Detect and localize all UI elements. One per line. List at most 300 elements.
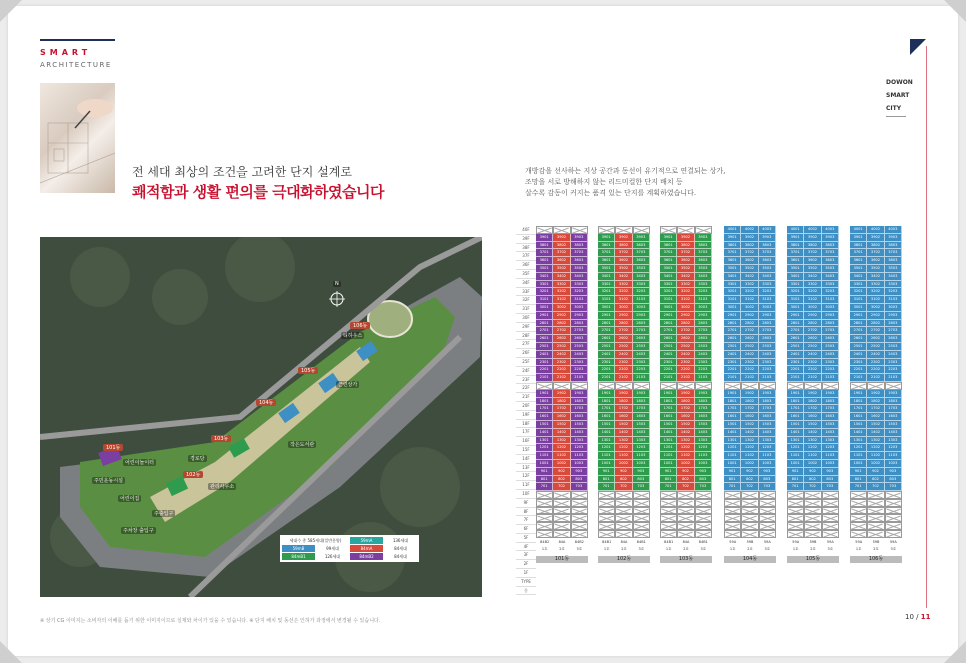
floor-row [536,491,588,499]
floor-label: 17F [516,428,536,437]
unit-cell: 2601 [850,335,867,343]
unit-cell: 3603 [695,257,712,265]
floor-row [660,460,712,468]
unit-cell: 1603 [822,413,839,421]
floor-row [598,288,650,296]
floor-row [787,257,839,265]
floor-row [598,366,650,374]
unit-cell: 3703 [822,249,839,257]
unit-cell: 3701 [724,249,741,257]
unit-cell: 3901 [536,234,553,242]
unit-cell: 4001 [724,226,741,234]
unit-cell: 1903 [633,390,650,398]
floor-row [660,304,712,312]
unit-cell: 3101 [724,296,741,304]
floor-row [787,265,839,273]
floor-row [598,405,650,413]
legend-count: 84세대 [394,546,407,551]
floor-row [598,382,650,390]
unit-cell: 1202 [553,444,570,452]
unit-cell: 1702 [867,405,884,413]
unit-cell: 1602 [804,413,821,421]
unit-type-label: 59B [872,539,880,544]
unit-cell: 1102 [615,452,632,460]
unit-cell: 2601 [598,335,615,343]
unit-cell: 4001 [850,226,867,234]
unit-cell: 3001 [536,304,553,312]
unit-type-label: 84A [682,539,690,544]
unit-cell [741,382,758,390]
building-column [850,226,902,563]
floor-row [850,351,902,359]
unit-cell: 1903 [822,390,839,398]
unit-cell: 2101 [598,374,615,382]
building-label: 104동 [724,556,776,563]
unit-cell: 3803 [633,242,650,250]
site-plan-map [40,237,482,597]
unit-line-row [724,546,776,552]
unit-cell [804,530,821,538]
unit-cell: 4001 [787,226,804,234]
unit-cell [660,514,677,522]
unit-cell: 1602 [553,413,570,421]
unit-cell: 2903 [885,312,902,320]
unit-cell: 3802 [741,242,758,250]
floor-row [787,476,839,484]
unit-cell [867,382,884,390]
unit-cell: 2903 [695,312,712,320]
unit-cell [885,522,902,530]
unit-cell [850,522,867,530]
unit-cell: 2103 [695,374,712,382]
unit-cell: 1703 [885,405,902,413]
unit-cell: 3503 [822,265,839,273]
unit-cell [695,522,712,530]
floor-row [660,429,712,437]
building-tag-105: 105동 [298,367,318,374]
unit-type-label: 84A [620,539,628,544]
legend-count: 136세대 [392,538,409,543]
unit-cell: 1201 [724,444,741,452]
blueprint-sketch-icon [40,83,115,193]
floor-row [660,265,712,273]
unit-cell: 1801 [536,398,553,406]
floor-row [850,265,902,273]
floor-row [598,320,650,328]
floor-row [536,226,588,234]
unit-cell: 1403 [759,429,776,437]
unit-cell [885,514,902,522]
unit-cell: 1001 [660,460,677,468]
unit-cell: 2802 [553,320,570,328]
unit-cell: 3402 [867,273,884,281]
unit-cell: 1001 [787,460,804,468]
unit-cell: 3003 [885,304,902,312]
unit-cell: 1002 [867,460,884,468]
unit-cell: 1802 [615,398,632,406]
unit-cell: 2403 [759,351,776,359]
unit-cell: 1802 [677,398,694,406]
unit-cell: 801 [787,476,804,484]
side-nav-rule [886,116,906,117]
unit-cell [571,522,588,530]
unit-cell: 1001 [850,460,867,468]
unit-cell: 1403 [695,429,712,437]
floor-row [850,312,902,320]
unit-cell: 902 [741,468,758,476]
unit-cell: 1203 [822,444,839,452]
floor-row [724,530,776,538]
unit-cell: 1003 [885,460,902,468]
floor-row [598,413,650,421]
floor-row [787,343,839,351]
unit-cell: 1402 [804,429,821,437]
floor-label: 24F [516,367,536,376]
unit-cell: 2501 [787,343,804,351]
unit-cell [885,507,902,515]
unit-cell: 2702 [804,327,821,335]
building-tag-101: 101동 [103,444,123,451]
unit-cell: 803 [571,476,588,484]
floor-row [724,288,776,296]
brand-title: SMART [40,48,92,57]
unit-cell [677,226,694,234]
floor-label: 5F [516,534,536,543]
floor-row [660,468,712,476]
unit-cell: 3401 [598,273,615,281]
unit-cell [660,499,677,507]
unit-cell [660,507,677,515]
unit-cell [741,522,758,530]
floor-row [536,413,588,421]
unit-cell [633,530,650,538]
unit-cell: 4002 [741,226,758,234]
unit-cell: 1501 [536,421,553,429]
floor-row [536,444,588,452]
unit-cell: 2303 [633,359,650,367]
north-label: N [335,281,339,287]
floor-row [660,343,712,351]
unit-cell: 1803 [822,398,839,406]
unit-cell: 901 [660,468,677,476]
floor-row [850,437,902,445]
floor-row [536,507,588,515]
unit-cell [553,226,570,234]
unit-cell: 2202 [553,366,570,374]
floor-row [724,242,776,250]
unit-cell: 2901 [536,312,553,320]
unit-cell: 3603 [633,257,650,265]
floor-row [598,444,650,452]
unit-cell: 3902 [741,234,758,242]
floor-row [724,483,776,491]
floor-row [660,312,712,320]
unit-cell: 3001 [850,304,867,312]
unit-cell: 3203 [759,288,776,296]
unit-cell: 901 [850,468,867,476]
unit-cell: 803 [822,476,839,484]
unit-cell: 3702 [741,249,758,257]
unit-cell: 801 [598,476,615,484]
unit-cell: 802 [615,476,632,484]
floor-row [787,382,839,390]
facility-label: 근린상가 [338,382,358,388]
floor-row [850,366,902,374]
unit-type-label: 59A [792,539,800,544]
floor-row [660,405,712,413]
floor-row [850,226,902,234]
floor-label: 31F [516,305,536,314]
unit-cell: 3202 [741,288,758,296]
unit-cell [598,499,615,507]
floor-row [598,421,650,429]
floor-row [660,242,712,250]
unit-cell: 3601 [660,257,677,265]
unit-cell: 1201 [598,444,615,452]
unit-cell: 2702 [677,327,694,335]
unit-cell: 1103 [822,452,839,460]
floor-label: 11F [516,481,536,490]
unit-cell: 3902 [553,234,570,242]
unit-cell: 3002 [804,304,821,312]
floor-row [850,413,902,421]
floor-row [536,390,588,398]
building-label: 105동 [787,556,839,563]
unit-cell: 3301 [850,281,867,289]
unit-cell: 1201 [787,444,804,452]
unit-cell [677,382,694,390]
unit-cell [804,507,821,515]
unit-cell: 3601 [536,257,553,265]
unit-cell: 2702 [553,327,570,335]
unit-cell: 2902 [553,312,570,320]
unit-line-row [850,546,902,552]
unit-cell: 3502 [553,265,570,273]
unit-cell: 3301 [598,281,615,289]
unit-cell: 3102 [804,296,821,304]
floor-row [598,522,650,530]
floor-row [536,366,588,374]
unit-cell: 902 [553,468,570,476]
unit-cell: 3402 [804,273,821,281]
floor-row [787,444,839,452]
unit-cell: 1101 [660,452,677,460]
unit-cell: 3803 [759,242,776,250]
unit-cell [804,382,821,390]
floor-row [598,343,650,351]
unit-cell: 3103 [571,296,588,304]
unit-cell: 701 [850,483,867,491]
unit-cell: 1401 [536,429,553,437]
floor-row [536,499,588,507]
unit-cell: 1702 [804,405,821,413]
unit-cell: 3203 [822,288,839,296]
floor-row [598,468,650,476]
unit-cell: 3103 [633,296,650,304]
floor-row [787,491,839,499]
floor-row [660,257,712,265]
unit-cell: 903 [759,468,776,476]
unit-cell: 3902 [677,234,694,242]
unit-cell: 1803 [885,398,902,406]
unit-cell [553,382,570,390]
floor-row [536,265,588,273]
unit-cell [695,530,712,538]
unit-cell: 2403 [571,351,588,359]
floor-label: 9F [516,499,536,508]
unit-cell: 1203 [695,444,712,452]
unit-cell [804,499,821,507]
unit-cell: 1103 [571,452,588,460]
unit-line-label: 2호 [683,546,689,551]
unit-cell: 1103 [759,452,776,460]
unit-cell: 1302 [867,437,884,445]
unit-cell: 1701 [598,405,615,413]
unit-cell: 702 [677,483,694,491]
unit-cell [759,522,776,530]
unit-cell: 3602 [867,257,884,265]
unit-cell [571,226,588,234]
unit-cell: 802 [867,476,884,484]
floor-row [724,234,776,242]
unit-cell: 802 [741,476,758,484]
unit-line-label: 3호 [638,546,645,551]
unit-cell: 2501 [724,343,741,351]
floor-row [536,351,588,359]
unit-type-label: 84B1 [664,539,674,544]
floor-row [660,421,712,429]
unit-cell [677,499,694,507]
unit-cell: 2602 [804,335,821,343]
floor-row [660,226,712,234]
unit-cell [787,530,804,538]
unit-cell: 1101 [536,452,553,460]
floor-row [850,444,902,452]
unit-cell: 903 [571,468,588,476]
unit-cell: 1003 [695,460,712,468]
floor-row [724,476,776,484]
unit-cell [695,499,712,507]
floor-row [660,413,712,421]
unit-cell [822,382,839,390]
unit-cell: 4002 [867,226,884,234]
unit-cell: 3602 [615,257,632,265]
unit-cell [660,491,677,499]
unit-cell [536,382,553,390]
floor-row [536,327,588,335]
footnote: ※ 상기 CG 이미지는 소비자의 이해를 돕기 위한 이미지이므로 실제와 차이가 있을 수 있습니다. ※ 단지 배치 및 동선은 인허가 과정에서 변경될 수 있습니다. [40,618,381,624]
floor-row [787,499,839,507]
unit-cell: 2801 [536,320,553,328]
floor-label: 28F [516,332,536,341]
unit-cell [724,499,741,507]
unit-cell: 2801 [850,320,867,328]
unit-line-label: 2호 [747,546,753,551]
unit-cell: 703 [885,483,902,491]
floor-row [787,413,839,421]
floor-row [660,444,712,452]
unit-cell: 1602 [867,413,884,421]
unit-cell: 3503 [571,265,588,273]
unit-cell: 2103 [633,374,650,382]
floor-row [787,242,839,250]
unit-cell: 3203 [571,288,588,296]
unit-cell: 3703 [571,249,588,257]
unit-cell [553,499,570,507]
facility-label: 관리사무소 [210,484,235,490]
unit-cell [850,499,867,507]
unit-cell [724,507,741,515]
unit-cell [885,491,902,499]
unit-cell: 1203 [759,444,776,452]
unit-cell: 3402 [677,273,694,281]
floor-row [787,335,839,343]
unit-cell: 3901 [850,234,867,242]
floor-row [598,507,650,515]
floor-row [787,437,839,445]
floor-row [787,281,839,289]
unit-cell: 1602 [677,413,694,421]
unit-cell: 1001 [536,460,553,468]
floor-label: 35F [516,270,536,279]
unit-cell: 3101 [787,296,804,304]
headline-small: 전 세대 최상의 조건을 고려한 단지 설계로 [132,165,352,179]
unit-cell [867,507,884,515]
floor-label: 36F [516,261,536,270]
floor-label: 38F [516,244,536,253]
unit-cell: 1801 [660,398,677,406]
unit-cell: 802 [804,476,821,484]
unit-cell [553,514,570,522]
floor-row [536,288,588,296]
unit-cell: 2703 [759,327,776,335]
floor-label: 32F [516,296,536,305]
unit-cell [633,507,650,515]
floor-label: 20F [516,402,536,411]
unit-cell: 3803 [571,242,588,250]
unit-cell: 2202 [677,366,694,374]
unit-line-label: 2호 [621,546,627,551]
unit-cell: 2403 [633,351,650,359]
unit-cell: 2302 [741,359,758,367]
unit-cell: 3701 [536,249,553,257]
floor-row [724,437,776,445]
floor-label: 25F [516,358,536,367]
floor-row [787,483,839,491]
floor-label: 6F [516,525,536,534]
floor-row [598,304,650,312]
unit-cell: 703 [822,483,839,491]
floor-row [598,281,650,289]
unit-cell: 3802 [615,242,632,250]
unit-cell [822,530,839,538]
unit-cell: 2701 [787,327,804,335]
bookmark-ribbon-icon [910,39,926,55]
building-tag-106: 106동 [350,322,370,329]
unit-cell: 3303 [571,281,588,289]
unit-cell: 3101 [536,296,553,304]
floor-row [787,351,839,359]
unit-cell: 3601 [724,257,741,265]
floor-label: 30F [516,314,536,323]
unit-cell [724,382,741,390]
unit-cell: 2102 [553,374,570,382]
side-nav-item: DOWON [886,79,913,86]
unit-cell: 3003 [633,304,650,312]
unit-cell: 1902 [741,390,758,398]
unit-cell: 2703 [571,327,588,335]
unit-cell [759,382,776,390]
